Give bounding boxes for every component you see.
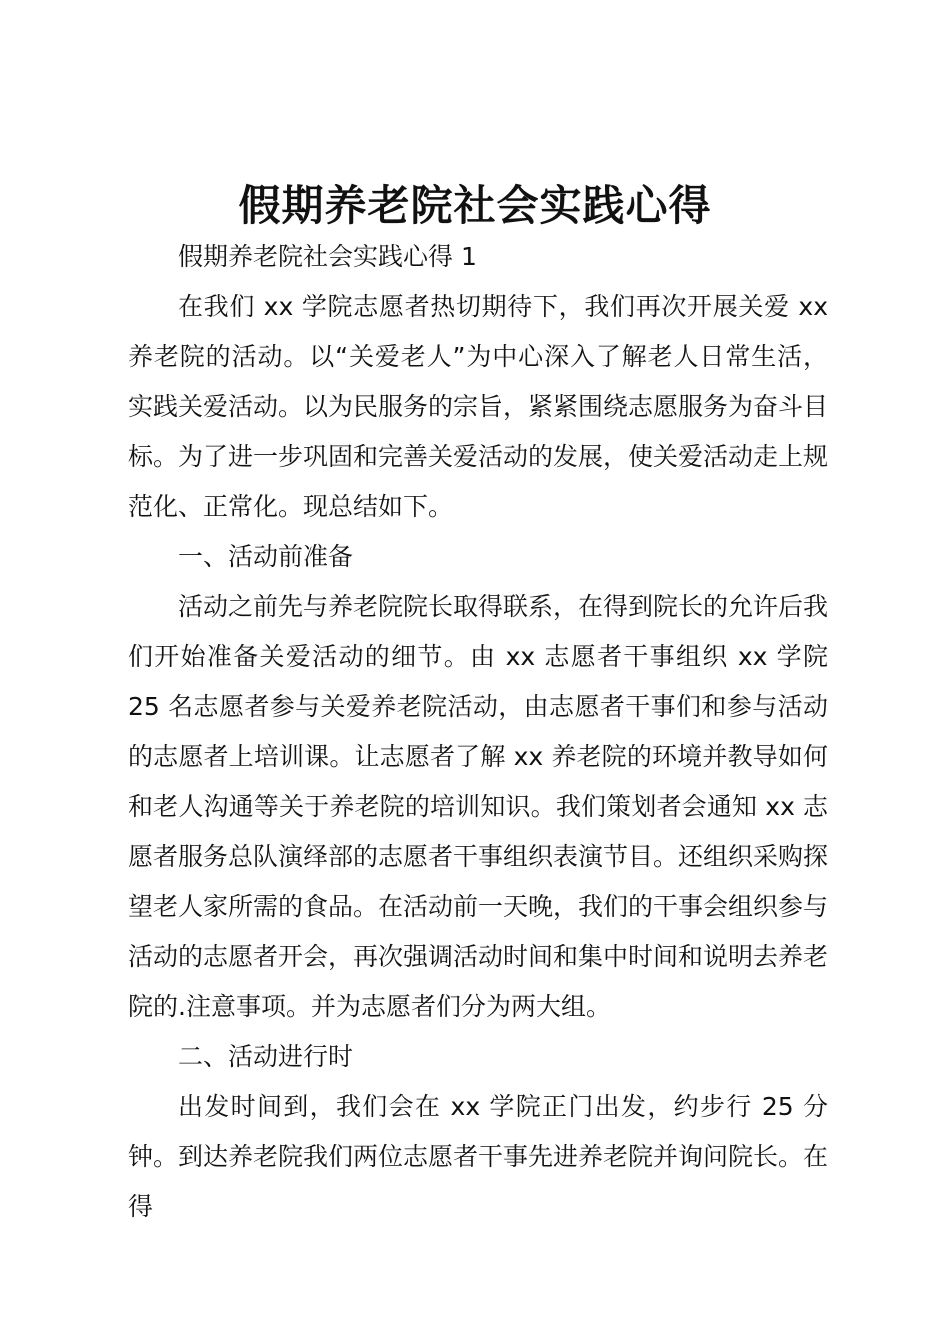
section-heading-in-progress: 二、活动进行时	[178, 1042, 354, 1071]
section-heading-preparation: 一、活动前准备	[178, 542, 354, 571]
subtitle-paragraph: 假期养老院社会实践心得 1	[178, 242, 477, 271]
document-title: 假期养老院社会实践心得	[238, 181, 712, 230]
in-progress-paragraph: 出发时间到，我们会在 xx 学院正门出发，约步行 25 分钟。到达养老院我们两位志愿者干事先进养老院并询问院长。在得	[128, 1092, 829, 1221]
intro-paragraph: 在我们 xx 学院志愿者热切期待下，我们再次开展关爱 xx 养老院的活动。以“关爱老人”为中心深入了解老人日常生活，实践关爱活动。以为民服务的宗旨，紧紧围绕志愿服务为奋斗目标。为了进一步巩固和完善关爱活动的发展，使关爱活动走上规范化、正常化。现总结如下。	[128, 292, 829, 521]
document-body	[128, 232, 828, 1232]
preparation-paragraph: 活动之前先与养老院院长取得联系，在得到院长的允许后我们开始准备关爱活动的细节。由 xx 志愿者干事组织 xx 学院 25 名志愿者参与关爱养老院活动，由志愿者干事们和参与活动的志愿者上培训课。让志愿者了解 xx 养老院的环境并教导如何和老人沟通等关于养老院的培训知识。我们策划者会通知 xx 志愿者服务总队演绎部的志愿者干事组织表演节目。还组织采购探望老人家所需的食品。在活动前一天晚，我们的干事会组织参与活动的志愿者开会，再次强调活动时间和集中时间和说明去养老院的.注意事项。并为志愿者们分为两大组。	[128, 592, 829, 1021]
